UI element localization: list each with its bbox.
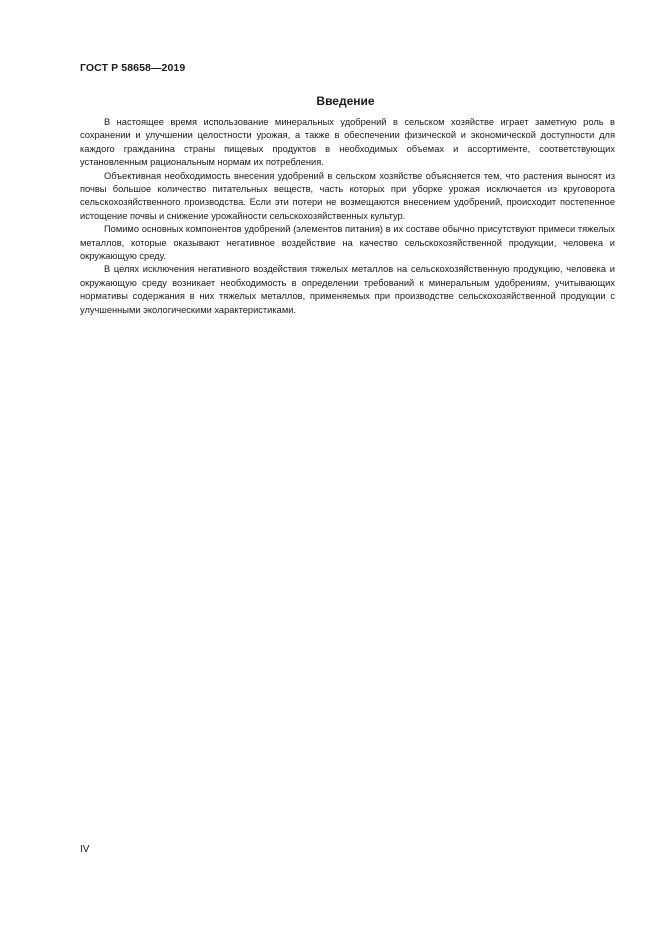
body-text xyxy=(80,116,615,317)
section-title: Введение xyxy=(316,94,375,108)
paragraph-3: Помимо основных компонентов удобрений (элементов питания) в их составе обычно присутствуют примеси тяжелых металлов, которые оказывают негативное воздействие на качество сельскохозяйственной продукции, человека и окружающую среду. xyxy=(80,224,615,262)
paragraph-2: Объективная необходимость внесения удобрений в сельском хозяйстве объясняется тем, что растения выносят из почвы большое количество питательных веществ, часть которых при уборке урожая исключается из круговорота сельскохозяйственного производства. Если эти потери не возмещаются внесением удобрений, происходит постепенное истощение почвы и снижение урожайности сельскохозяйственных культур. xyxy=(80,170,615,221)
document-code-header: ГОСТ Р 58658—2019 xyxy=(80,62,186,74)
paragraph-1: В настоящее время использование минеральных удобрений в сельском хозяйстве играет заметную роль в сохранении и улучшении целостности урожая, а также в обеспечении физической и экономической доступности для каждого гражданина страны пищевых продуктов в необходимых объемах и ассортименте, соответствующих установленным рациональным нормам их потребления. xyxy=(80,117,615,168)
paragraph-4: В целях исключения негативного воздействия тяжелых металлов на сельскохозяйственную продукцию, человека и окружающую среду возникает необходимость в определении требований к минеральным удобрениям, учитывающих нормативы содержания в них тяжелых металлов, применяемых при производстве сельскохозяйственной продукции с улучшенными экологическими характеристиками. xyxy=(80,264,615,315)
page-number: IV xyxy=(80,844,90,855)
